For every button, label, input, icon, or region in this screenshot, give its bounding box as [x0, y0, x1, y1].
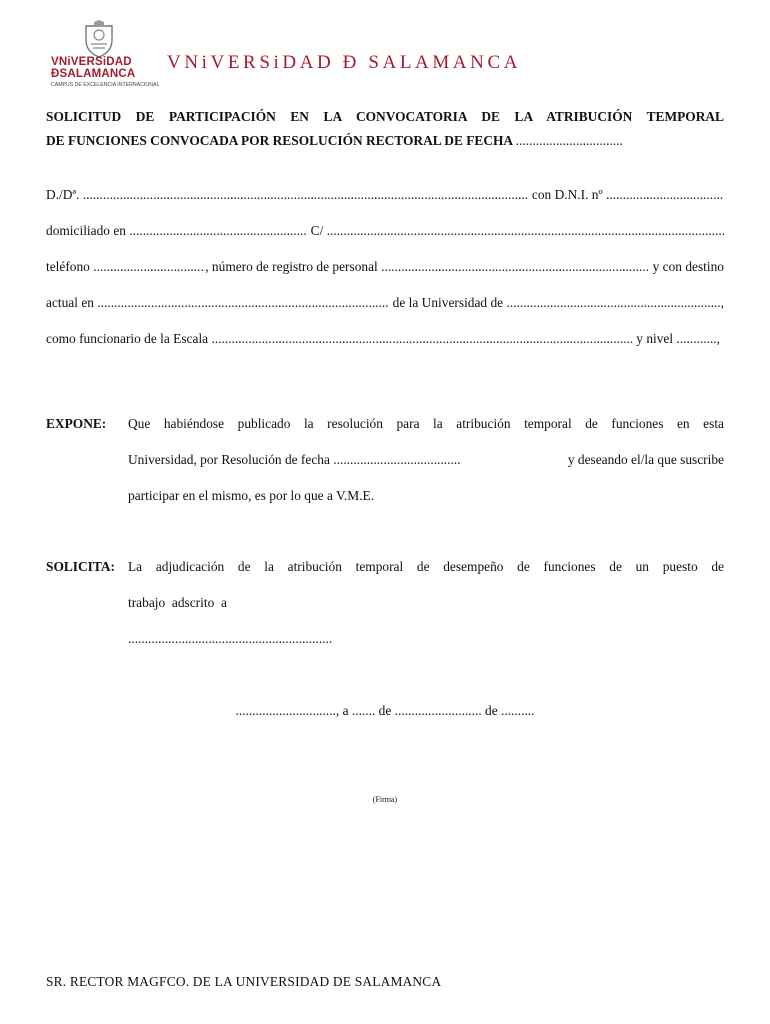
level-blank[interactable]: ............, — [676, 331, 720, 346]
assigned-to-blank[interactable] — [234, 594, 724, 612]
form-line-current — [46, 294, 724, 312]
expone-label: EXPONE: — [46, 416, 107, 431]
logo-tagline: CAMPUS DE EXCELENCIA INTERNACIONAL — [51, 82, 160, 88]
scale-blank[interactable] — [211, 330, 632, 348]
document-title — [46, 105, 724, 153]
form-line-scale — [46, 330, 724, 348]
form-line-phone — [46, 258, 724, 276]
street-blank[interactable] — [327, 222, 724, 240]
expone-subscribe-text: y deseando el/la que suscribe — [567, 452, 724, 467]
phone-blank[interactable] — [93, 258, 205, 276]
signature-label: (Firma) — [372, 795, 398, 804]
street-label: C/ — [310, 223, 324, 238]
form-line-name — [46, 186, 724, 204]
expone-date-label: Universidad, por Resolución de fecha — [128, 452, 330, 467]
title-line2-text: DE FUNCIONES CONVOCADA POR RESOLUCIÓN RECTORAL DE FECHA — [46, 133, 513, 148]
scale-label: como funcionario de la Escala — [46, 331, 209, 346]
current-blank[interactable] — [97, 294, 389, 312]
registry-label: , número de registro de personal — [205, 259, 378, 274]
solicita-line2 — [128, 594, 724, 612]
expone-line1: Que habiéndose publicado la resolución para la atribución temporal de funciones en esta — [128, 416, 724, 431]
destination-label: y con destino — [652, 259, 724, 274]
title-date-blank: ................................ — [515, 133, 623, 148]
domicile-blank[interactable] — [129, 222, 307, 240]
university-blank[interactable] — [506, 294, 720, 312]
logo-text-line1: VNiVERSiDAD — [51, 56, 132, 68]
solicita-line1: La adjudicación de la atribución temporal de desempeño de funciones de un puesto de — [128, 559, 724, 574]
university-name: VNiVERSiDAD Ð SALAMANCA — [167, 52, 522, 73]
expone-line2 — [128, 451, 724, 469]
assigned-to-label: trabajo adscrito a — [128, 595, 227, 610]
logo-text-line2: ÐSALAMANCA — [51, 68, 136, 80]
addressee: SR. RECTOR MAGFCO. DE LA UNIVERSIDAD DE SALAMANCA — [46, 974, 442, 989]
solicita-line3-blank[interactable]: ............................................................. — [128, 631, 333, 646]
university-label: de la Universidad de — [392, 295, 504, 310]
line-end-comma: , — [720, 295, 724, 310]
expone-line3: participar en el mismo, es por lo que a V.M.E. — [128, 488, 375, 503]
current-label: actual en — [46, 295, 94, 310]
registry-blank[interactable] — [381, 258, 649, 276]
resolution-date-blank[interactable]: ...................................... — [333, 452, 461, 467]
name-blank[interactable] — [83, 186, 529, 204]
name-label: D./Dª. — [46, 187, 80, 202]
level-label: y nivel — [636, 331, 674, 346]
form-line-domicile — [46, 222, 724, 240]
title-line2 — [46, 129, 724, 153]
university-crest-icon — [82, 20, 116, 58]
place-date-line[interactable]: .............................., a ....... de .......................... de .......... — [235, 703, 535, 718]
dni-blank[interactable] — [606, 186, 724, 204]
solicita-label: SOLICITA: — [46, 559, 115, 574]
title-line1: SOLICITUD DE PARTICIPACIÓN EN LA CONVOCATORIA DE LA ATRIBUCIÓN TEMPORAL — [46, 109, 724, 124]
phone-label: teléfono — [46, 259, 90, 274]
dni-label: con D.N.I. nº — [531, 187, 603, 202]
domicile-label: domiciliado en — [46, 223, 126, 238]
